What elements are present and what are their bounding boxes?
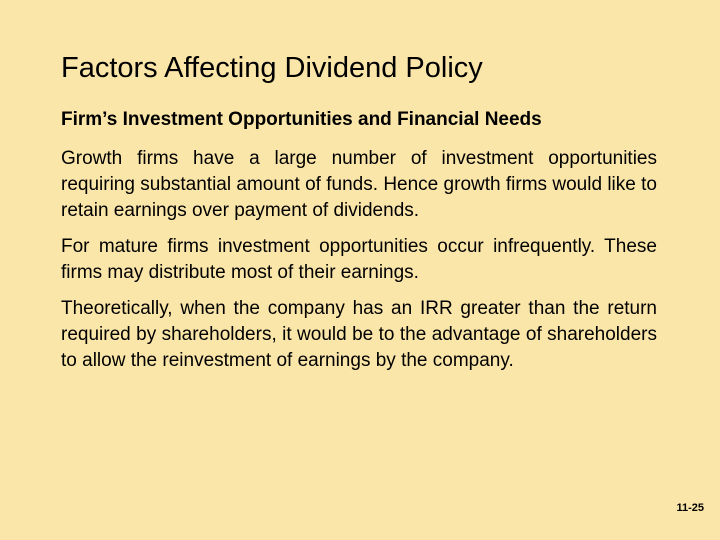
paragraph-irr-theory: Theoretically, when the company has an IRR greater than the return required by shareholders, it would be to the advantage of shareholders to allow the reinvestment of earnings by the company. (61, 298, 657, 371)
slide-number: 11-25 (676, 502, 704, 514)
section-heading: Firm’s Investment Opportunities and Financial Needs (61, 109, 542, 130)
paragraph-growth-firms: Growth firms have a large number of investment opportunities requiring substantial amount of funds. Hence growth firms would like to retain earnings over payment of dividends. (61, 148, 657, 221)
slide-title: Factors Affecting Dividend Policy (61, 52, 483, 84)
paragraph-mature-firms: For mature firms investment opportunities occur infrequently. These firms may distribute most of their earnings. (61, 236, 657, 283)
